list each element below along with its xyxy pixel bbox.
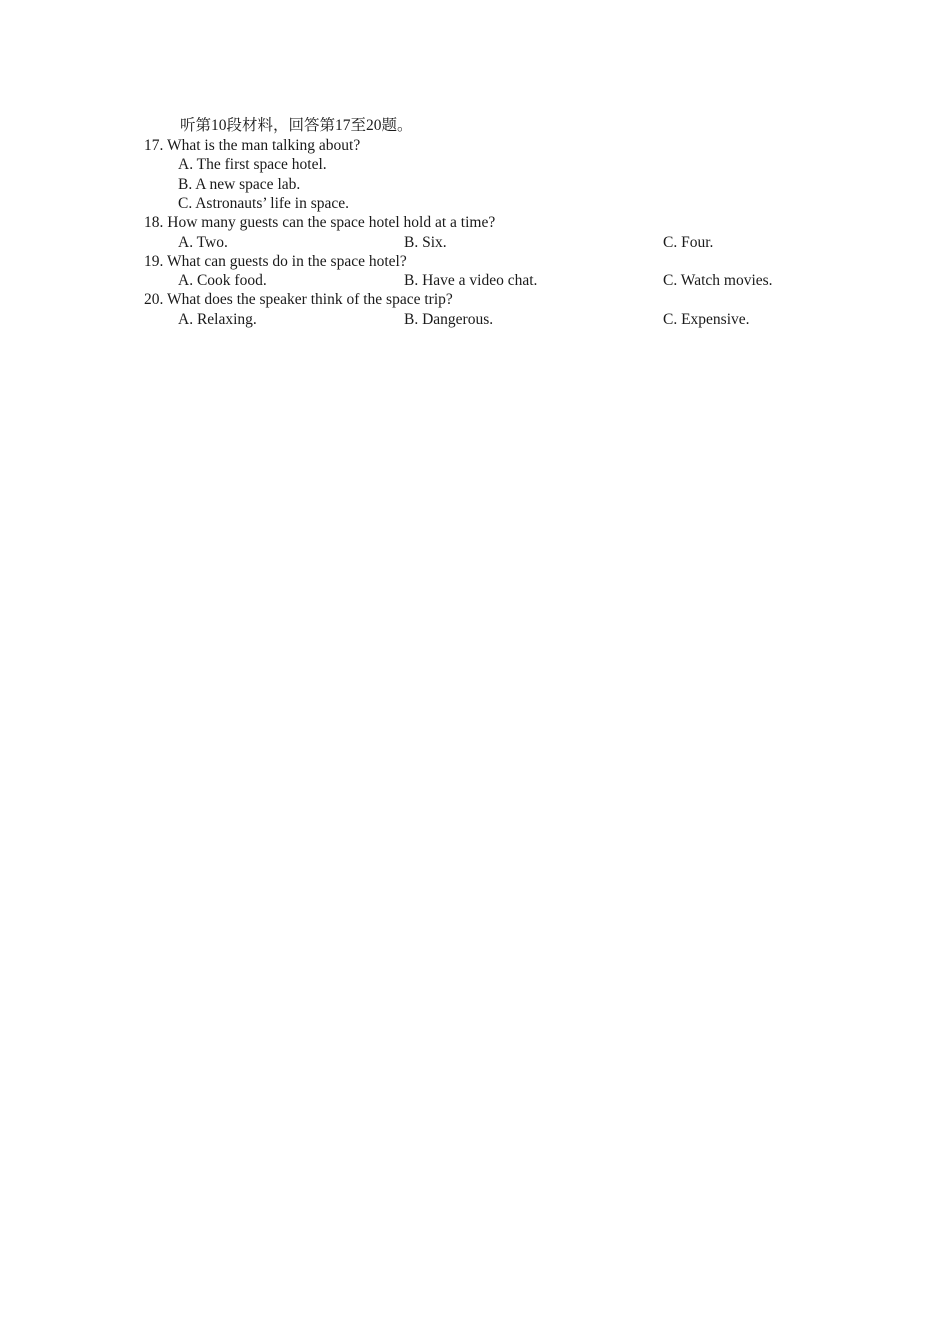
question-18-option-c: C. Four. (663, 234, 714, 251)
question-17-option-a: A. The first space hotel. (178, 156, 327, 173)
question-19-option-b: B. Have a video chat. (404, 272, 538, 289)
question-20: 20. What does the speaker think of the space trip? (144, 291, 453, 308)
question-17: 17. What is the man talking about? (144, 137, 361, 154)
question-19: 19. What can guests do in the space hotel? (144, 253, 407, 270)
question-18-option-b: B. Six. (404, 234, 447, 251)
question-19-option-c: C. Watch movies. (663, 272, 773, 289)
question-18-option-a: A. Two. (178, 234, 228, 251)
question-20-option-a: A. Relaxing. (178, 311, 257, 328)
question-20-option-b: B. Dangerous. (404, 311, 494, 328)
question-17-option-c: C. Astronauts’ life in space. (178, 195, 350, 212)
question-19-option-a: A. Cook food. (178, 272, 267, 289)
section-instruction: 听第10段材料，回答第17至20题。 (180, 117, 413, 134)
question-18: 18. How many guests can the space hotel hold at a time? (144, 214, 496, 231)
question-20-option-c: C. Expensive. (663, 311, 750, 328)
question-17-option-b: B. A new space lab. (178, 176, 301, 193)
